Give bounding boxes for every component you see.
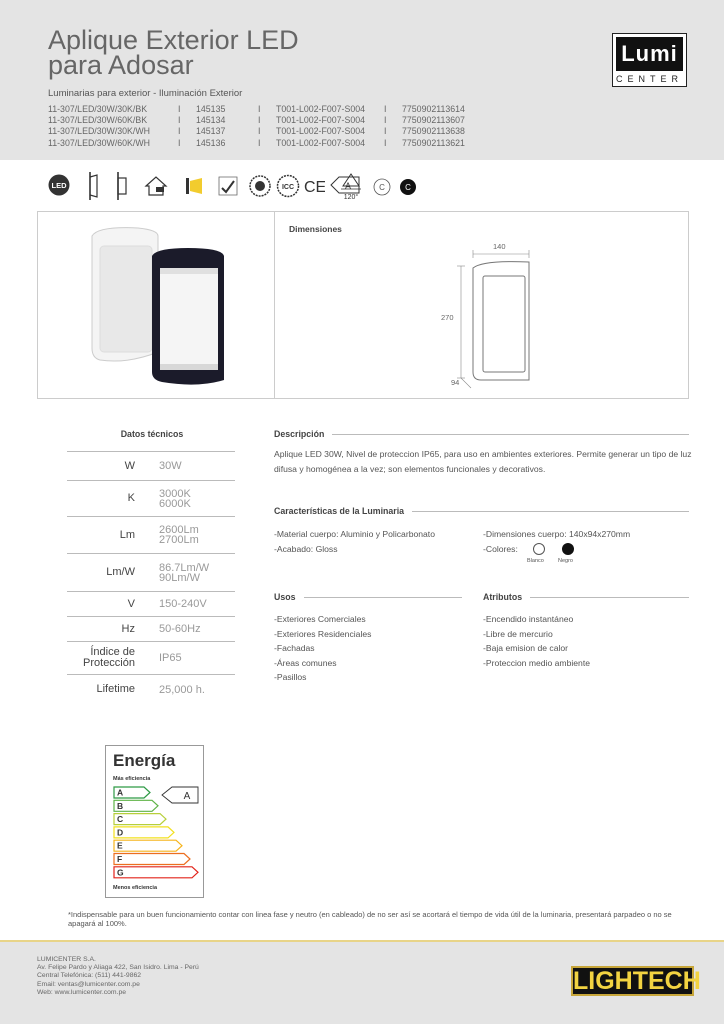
- lightech-logo: LIGHTECH: [573, 967, 701, 995]
- code-separator: I: [384, 104, 387, 114]
- usos-list: [274, 612, 371, 685]
- beam-angle-text: 120°: [343, 194, 359, 201]
- dimensions-panel: [275, 211, 689, 399]
- spec-row-lifetime: [67, 675, 235, 704]
- ce-mark-icon: [303, 176, 325, 201]
- spec-value: [147, 653, 235, 663]
- energy-label: [105, 745, 204, 898]
- led-icon-text: LED: [51, 181, 67, 190]
- dimensions-title: Dimensiones: [289, 224, 342, 234]
- spec-key: [67, 647, 147, 669]
- code-separator: I: [178, 126, 181, 137]
- energy-bar-label: F: [117, 854, 123, 864]
- spec-key: Lm/W: [106, 566, 135, 578]
- code-row: [48, 104, 465, 115]
- energy-rating-label: A: [183, 791, 191, 802]
- spec-value: [147, 563, 235, 583]
- energy-more-efficiency: Más eficiencia: [113, 776, 151, 782]
- title-line-1: Aplique Exterior LED: [48, 25, 299, 55]
- spec-row-ip: [67, 642, 235, 675]
- company-web: Web: www.lumicenter.com.pe: [37, 988, 127, 996]
- spec-key: V: [127, 597, 135, 610]
- atributo-item: -Baja emision de calor: [483, 643, 569, 654]
- dimension-depth: 94: [451, 378, 460, 387]
- energy-bar-e: [114, 840, 182, 851]
- spec-value: [147, 461, 235, 471]
- code-id: 145134: [196, 115, 226, 126]
- energy-bar-label: D: [117, 827, 124, 838]
- descripcion-text: Aplique LED 30W, Nivel de proteccion IP65, para uso en ambientes exteriores. Permite generar un tipo de luz difusa y homogénea a la vez; son elementos funcionales y decorativos.: [274, 449, 692, 474]
- logo-bottom: CENTER: [615, 74, 683, 84]
- spec-value: [147, 599, 235, 609]
- dimension-width: 140: [493, 242, 506, 251]
- company-address: Av. Felipe Pardo y Aliaga 422, San Isidro. Lima - Perú: [37, 964, 199, 972]
- spec-value-line: 25,000 h.: [159, 683, 205, 696]
- product-photo-image: [38, 212, 276, 400]
- subtitle: Luminarias para exterior - Iluminación Exterior: [48, 88, 243, 99]
- spec-value: [147, 685, 235, 695]
- spec-value-line: 2600Lm: [159, 524, 199, 536]
- code-separator: I: [384, 126, 387, 137]
- code-row: [48, 138, 465, 149]
- spec-key-line: Protección: [83, 657, 135, 669]
- code-id: 145135: [196, 104, 226, 114]
- spec-value-line: 3000K: [159, 487, 191, 500]
- wall-mount-side-icon: [116, 172, 130, 205]
- usos-heading: [274, 592, 462, 602]
- spec-row-lm: [67, 517, 235, 554]
- code-id: 145136: [196, 137, 226, 148]
- led-icon: [48, 174, 70, 201]
- code-separator: I: [178, 115, 181, 126]
- spec-value-line: 90Lm/W: [159, 571, 200, 584]
- icc-text: ICC: [281, 184, 295, 191]
- code-model: 11-307/LED/30W/60K/WH: [48, 137, 151, 148]
- caracteristicas-heading: [274, 506, 689, 516]
- code-model: 11-307/LED/30W/30K/WH: [48, 126, 151, 137]
- spec-key: Hz: [121, 622, 135, 635]
- title-line-2: para Adosar: [48, 50, 194, 80]
- spec-row-lmw: [67, 554, 235, 592]
- uso-item: -Pasillos: [274, 672, 307, 683]
- caracteristica-item: -Acabado: Gloss: [274, 543, 338, 554]
- black-color-icon: [399, 178, 417, 201]
- code-ref: T001-L002-F007-S004: [276, 137, 366, 148]
- energy-less-efficiency: Menos eficiencia: [113, 885, 158, 891]
- color-swatch-black: [562, 543, 574, 555]
- spec-key: W: [124, 459, 135, 472]
- certification-icon: [216, 174, 240, 203]
- caracteristicas-right: [483, 527, 630, 556]
- wall-mount-icon: [88, 172, 102, 205]
- code-row: [48, 115, 465, 126]
- energy-class-text: A: [344, 181, 352, 191]
- spec-value: [147, 525, 235, 545]
- code-separator: I: [258, 137, 261, 148]
- caracteristica-item: -Material cuerpo: Aluminio y Policarbonato: [274, 529, 435, 539]
- spec-value-line: 6000K: [159, 497, 191, 510]
- company-phone: Central Telefónica: (511) 441-9862: [37, 972, 142, 980]
- seal-icon: [248, 174, 272, 203]
- energy-bar-label: B: [117, 800, 124, 811]
- installation-note: *Indispensable para un buen funcionamiento contar con linea fase y neutro (en cableado) de no ser así se acortará el tiempo de vida útil de la luminaria, presentará parpadeo o no se apagará al 100%.: [68, 910, 672, 928]
- caracteristica-item: -Colores:: [483, 543, 518, 554]
- atributos-heading: [483, 592, 689, 602]
- code-separator: I: [258, 126, 261, 137]
- color-label-black: Negro: [558, 558, 573, 564]
- spec-value-line: 30W: [159, 460, 182, 472]
- descripcion-heading: [274, 429, 689, 439]
- company-email: Email: ventas@lumicenter.com.pe: [37, 980, 140, 988]
- product-photo: [37, 211, 275, 399]
- code-separator: I: [258, 104, 261, 114]
- spec-row-w: [67, 452, 235, 481]
- spec-value-line: IP65: [159, 652, 182, 664]
- atributo-item: -Proteccion medio ambiente: [483, 657, 590, 668]
- feature-icons: [48, 172, 448, 200]
- spec-key-line: Índice de: [90, 646, 135, 658]
- black-color-text: C: [405, 183, 411, 192]
- code-model: 11-307/LED/30W/30K/BK: [48, 104, 148, 114]
- code-row: [48, 126, 465, 137]
- spec-row-hz: [67, 617, 235, 642]
- lumicenter-logo: [612, 33, 687, 87]
- dimension-drawing: [275, 212, 689, 400]
- spec-value-line: 2700Lm: [159, 534, 199, 546]
- code-separator: I: [258, 115, 261, 126]
- atributo-item: -Encendido instantáneo: [483, 614, 574, 624]
- code-ean: 7750902113607: [402, 115, 465, 126]
- code-separator: I: [384, 137, 387, 148]
- atributo-item: -Libre de mercurio: [483, 628, 553, 639]
- company-info: [37, 956, 199, 997]
- uso-item: -Exteriores Residenciales: [274, 628, 372, 639]
- company-name: LUMICENTER S.A.: [37, 956, 96, 963]
- spec-key: K: [127, 492, 135, 504]
- white-color-text: C: [379, 183, 385, 192]
- outdoor-house-icon: [144, 174, 170, 203]
- energy-bar-label: G: [117, 867, 124, 878]
- code-ean: 7750902113638: [402, 126, 465, 137]
- energy-bar-f: [114, 854, 190, 865]
- spec-value-line: 150-240V: [159, 598, 207, 610]
- white-color-icon: [373, 178, 391, 201]
- energy-bar-g: [114, 867, 198, 878]
- code-ean: 7750902113614: [402, 104, 465, 114]
- color-swatch-white: [533, 543, 545, 555]
- product-codes: [48, 104, 465, 149]
- caracteristicas-left: [274, 527, 435, 556]
- caracteristica-item: -Dimensiones cuerpo: 140x94x270mm: [483, 529, 631, 539]
- uso-item: -Áreas comunes: [274, 657, 337, 668]
- code-id: 145137: [196, 126, 226, 137]
- code-ref: T001-L002-F007-S004: [276, 115, 366, 126]
- caracteristicas-title: Características de la Luminaria: [274, 506, 405, 516]
- footer: [0, 940, 724, 1024]
- energy-title: Energía: [113, 751, 176, 770]
- code-model: 11-307/LED/30W/60K/BK: [48, 115, 148, 126]
- spec-value-line: 50-60Hz: [159, 623, 201, 635]
- logo-top: Lumi: [616, 37, 683, 71]
- header-band: [0, 0, 724, 160]
- spec-value: [147, 624, 235, 634]
- spec-value-line: 86.7Lm/W: [159, 561, 210, 574]
- code-ref: T001-L002-F007-S004: [276, 104, 366, 114]
- spec-value: [147, 489, 235, 509]
- spec-key: Lifetime: [96, 683, 135, 695]
- light-beam-icon: [185, 176, 205, 201]
- datos-tecnicos-title: Datos técnicos: [120, 429, 184, 439]
- atributos-title: Atributos: [483, 592, 523, 602]
- code-ref: T001-L002-F007-S004: [276, 126, 366, 137]
- uso-item: -Exteriores Comerciales: [274, 614, 366, 624]
- code-separator: I: [384, 115, 387, 126]
- ce-text: CE: [304, 179, 325, 196]
- energy-bar-label: A: [117, 787, 124, 798]
- energy-bars: [106, 785, 205, 889]
- usos-title: Usos: [274, 592, 296, 602]
- spec-key: Lm: [119, 528, 135, 541]
- energy-bar-label: E: [117, 840, 123, 851]
- code-ean: 7750902113621: [402, 137, 465, 148]
- code-separator: I: [178, 104, 181, 114]
- energy-bar-label: C: [117, 814, 124, 825]
- atributos-list: [483, 612, 590, 670]
- datos-tecnicos-table: [67, 451, 235, 704]
- descripcion-title: Descripción: [274, 429, 325, 439]
- page-title: [48, 25, 428, 80]
- icc-seal-icon: [276, 174, 300, 203]
- spec-row-v: [67, 592, 235, 617]
- energy-rating-arrow: [162, 787, 198, 803]
- code-separator: I: [178, 137, 181, 148]
- dimension-height: 270: [441, 313, 454, 322]
- beam-angle-icon: [340, 172, 362, 207]
- color-label-white: Blanco: [527, 558, 544, 564]
- uso-item: -Fachadas: [274, 643, 315, 654]
- spec-row-k: [67, 481, 235, 517]
